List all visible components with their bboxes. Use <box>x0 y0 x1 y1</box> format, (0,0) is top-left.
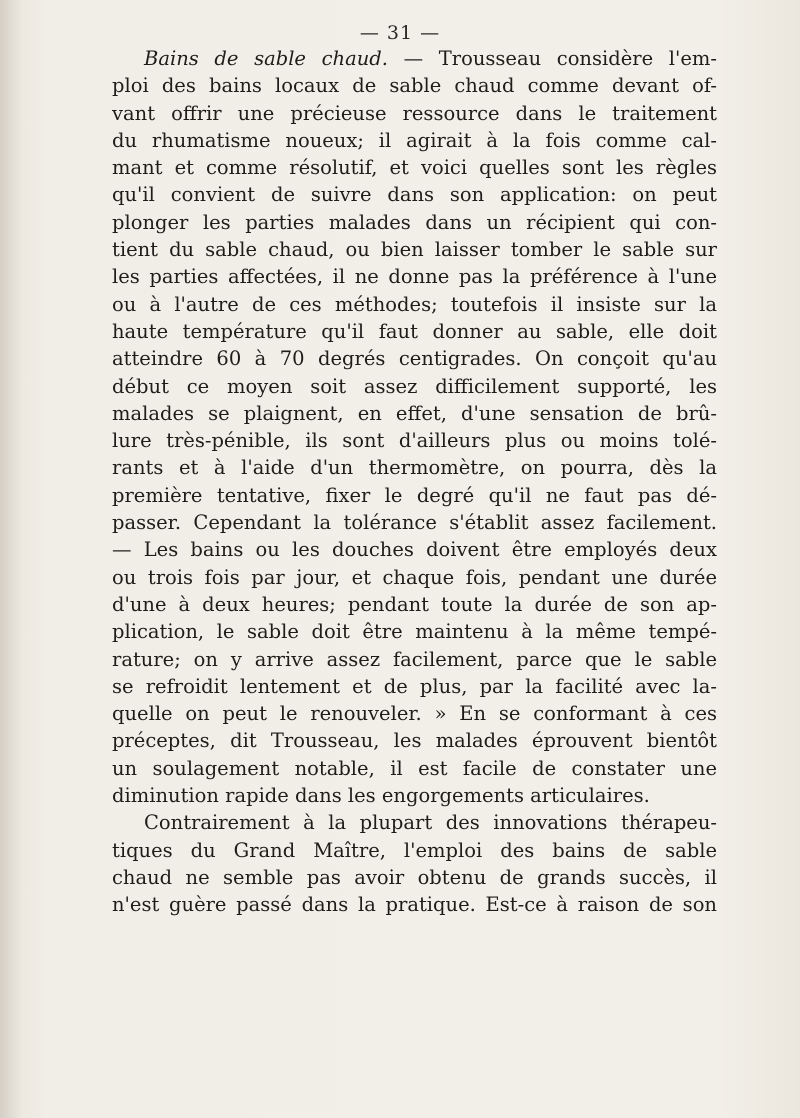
text-line <box>112 45 717 72</box>
text-line: malades se plaignent, en effet, d'une sensation de brû- <box>112 401 717 425</box>
text-line: ou trois fois par jour, et chaque fois, pendant une durée <box>112 565 717 589</box>
text-line: haute température qu'il faut donner au sable, elle doit <box>112 319 717 343</box>
text-line: les parties affectées, il ne donne pas la préférence à l'une <box>112 265 717 289</box>
text-line: rants et à l'aide d'un thermomètre, on pourra, dès la <box>112 456 717 480</box>
text-line: ploi des bains locaux de sable chaud comme devant of- <box>112 74 717 98</box>
text-line: préceptes, dit Trousseau, les malades éprouvent bientôt <box>112 729 717 753</box>
text-line: se refroidit lentement et de plus, par la facilité avec la- <box>112 674 717 698</box>
text-line: début ce moyen soit assez difficilement supporté, les <box>112 374 717 398</box>
text-line: passer. Cependant la tolérance s'établit assez facilement. <box>112 511 717 535</box>
text-line: première tentative, fixer le degré qu'il ne faut pas dé- <box>112 483 717 507</box>
text-line: plonger les parties malades dans un récipient qui con- <box>112 210 717 234</box>
text-line: rature; on y arrive assez facilement, parce que le sable <box>112 647 717 671</box>
text-line: diminution rapide dans les engorgements articulaires. <box>112 784 650 808</box>
paper-speck <box>671 683 674 686</box>
text-line: qu'il convient de suivre dans son application: on peut <box>112 183 717 207</box>
text-line: tient du sable chaud, ou bien laisser tomber le sable sur <box>112 238 717 262</box>
text-line: plication, le sable doit être maintenu à la même tempé- <box>112 620 717 644</box>
text-line: atteindre 60 à 70 degrés centigrades. On conçoit qu'au <box>112 347 717 371</box>
section-heading-italic: Bains de sable chaud. <box>144 47 388 70</box>
text-line: lure très-pénible, ils sont d'ailleurs plus ou moins tolé- <box>112 429 717 453</box>
text-line: du rhumatisme noueux; il agirait à la fois comme cal- <box>112 128 717 152</box>
text-line: vant offrir une précieuse ressource dans le traitement <box>112 101 717 125</box>
first-line-rest: — Trousseau considère l'em- <box>387 47 717 70</box>
page-edge-shadow <box>0 0 22 1118</box>
text-line: n'est guère passé dans la pratique. Est-ce à raison de son <box>112 893 717 917</box>
text-line: tiques du Grand Maître, l'emploi des bains de sable <box>112 838 717 862</box>
text-line: d'une à deux heures; pendant toute la durée de son ap- <box>112 592 717 616</box>
paper-speck <box>672 690 674 692</box>
text-line: ou à l'autre de ces méthodes; toutefois il insiste sur la <box>112 292 717 316</box>
text-line: un soulagement notable, il est facile de constater une <box>112 756 717 780</box>
text-line: — Les bains ou les douches doivent être employés deux <box>112 538 717 562</box>
text-line: mant et comme résolutif, et voici quelles sont les règles <box>112 156 717 180</box>
text-line: Contrairement à la plupart des innovations thérapeu- <box>144 811 717 835</box>
body-text <box>112 45 717 919</box>
text-line: quelle on peut le renouveler. » En se conformant à ces <box>112 702 717 726</box>
text-line: chaud ne semble pas avoir obtenu de grands succès, il <box>112 865 717 889</box>
page-number: — 31 — <box>359 22 441 44</box>
